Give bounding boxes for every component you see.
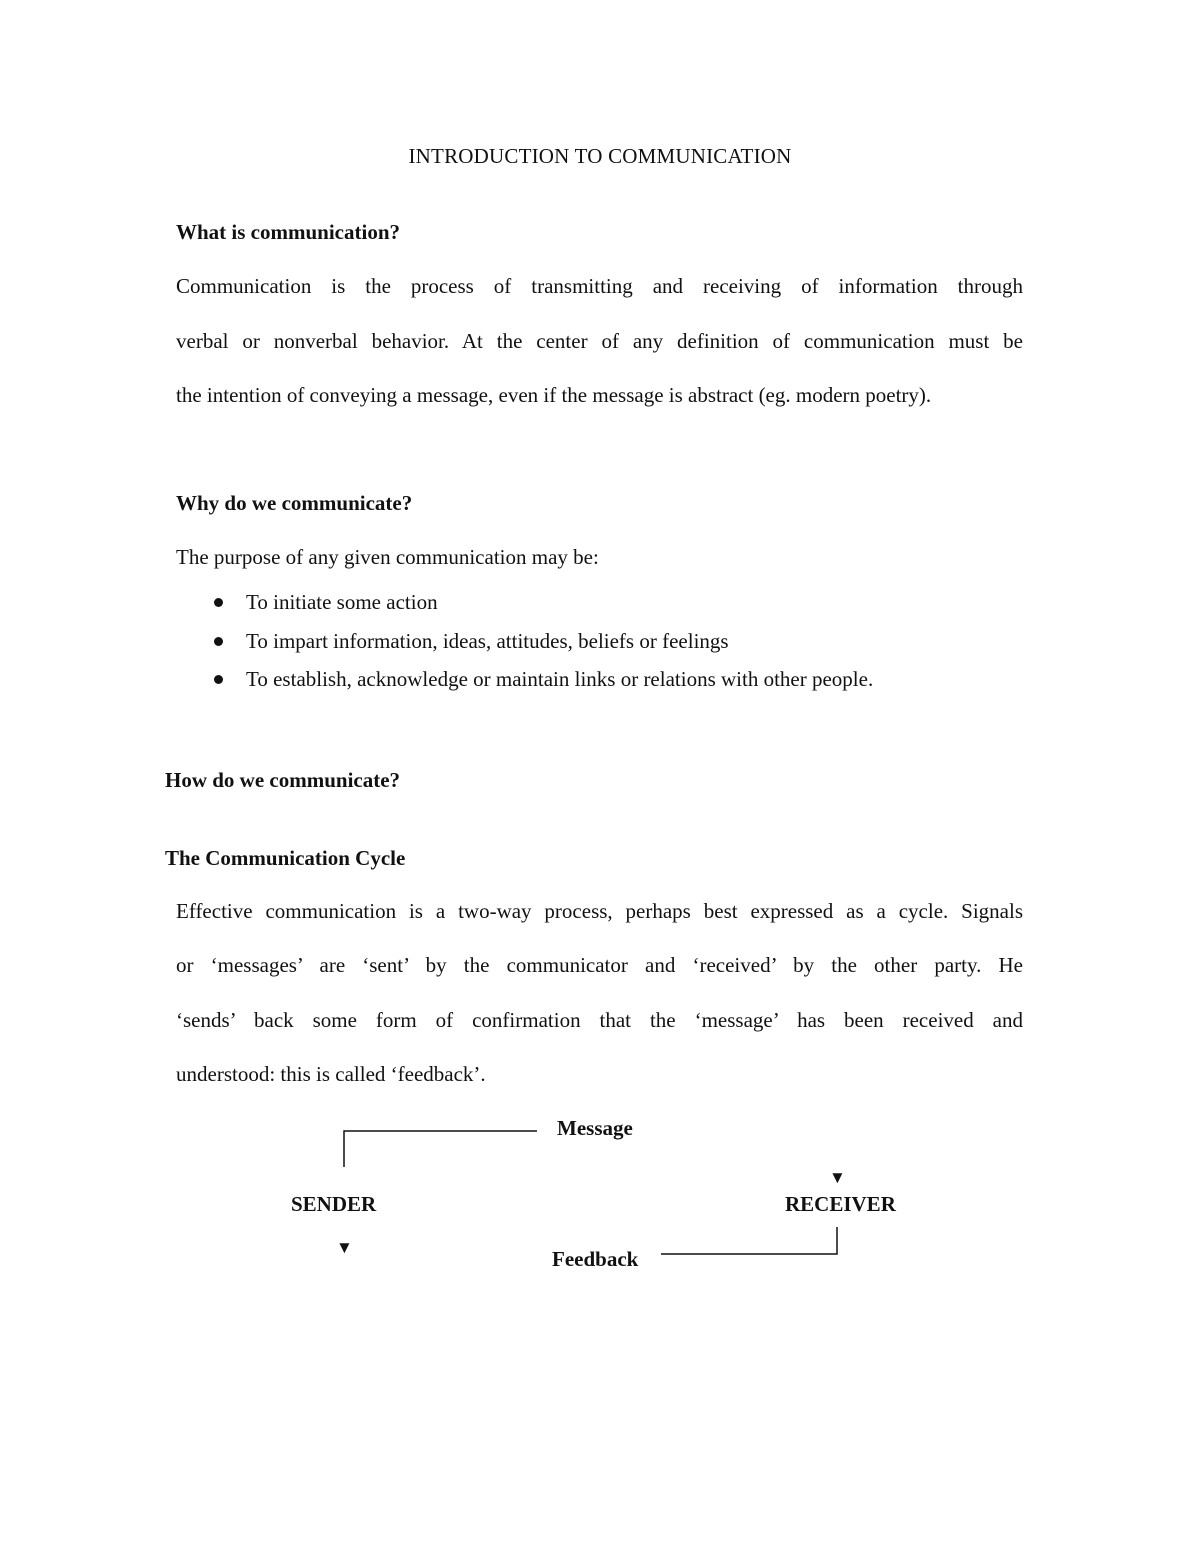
arrow-down-icon: ▼ <box>336 1238 353 1257</box>
message-connector-line <box>344 1131 537 1167</box>
paragraph-line: or ‘messages’ are ‘sent’ by the communicator and ‘received’ by the other party. He <box>176 953 1023 977</box>
heading-why-communicate: Why do we communicate? <box>176 491 413 515</box>
paragraph-line: understood: this is called ‘feedback’. <box>176 1062 486 1086</box>
purpose-intro: The purpose of any given communication may be: <box>176 545 599 569</box>
sender-label: SENDER <box>291 1192 377 1216</box>
paragraph-line: Effective communication is a two-way process, perhaps best expressed as a cycle. Signals <box>176 899 1023 923</box>
heading-communication-cycle: The Communication Cycle <box>165 846 406 870</box>
bullet-text: To impart information, ideas, attitudes, beliefs or feelings <box>246 628 729 653</box>
paragraph-line: ‘sends’ back some form of confirmation that the ‘message’ has been received and <box>176 1008 1023 1032</box>
receiver-label: RECEIVER <box>785 1192 896 1216</box>
bullet-text: To establish, acknowledge or maintain links or relations with other people. <box>246 667 874 691</box>
document-title: INTRODUCTION TO COMMUNICATION <box>408 144 792 168</box>
heading-what-is-communication: What is communication? <box>176 220 401 244</box>
feedback-connector-line <box>661 1227 837 1254</box>
paragraph-line: verbal or nonverbal behavior. At the center of any definition of communication must be <box>176 329 1023 353</box>
bullet-text: To initiate some action <box>246 590 438 614</box>
feedback-label: Feedback <box>552 1247 639 1271</box>
paragraph-line: Communication is the process of transmitting and receiving of information through <box>176 274 1023 298</box>
message-label: Message <box>557 1116 633 1140</box>
paragraph-line: the intention of conveying a message, even if the message is abstract (eg. modern poetry). <box>176 383 932 407</box>
arrow-down-icon: ▼ <box>829 1168 846 1187</box>
heading-how-communicate: How do we communicate? <box>165 768 401 792</box>
